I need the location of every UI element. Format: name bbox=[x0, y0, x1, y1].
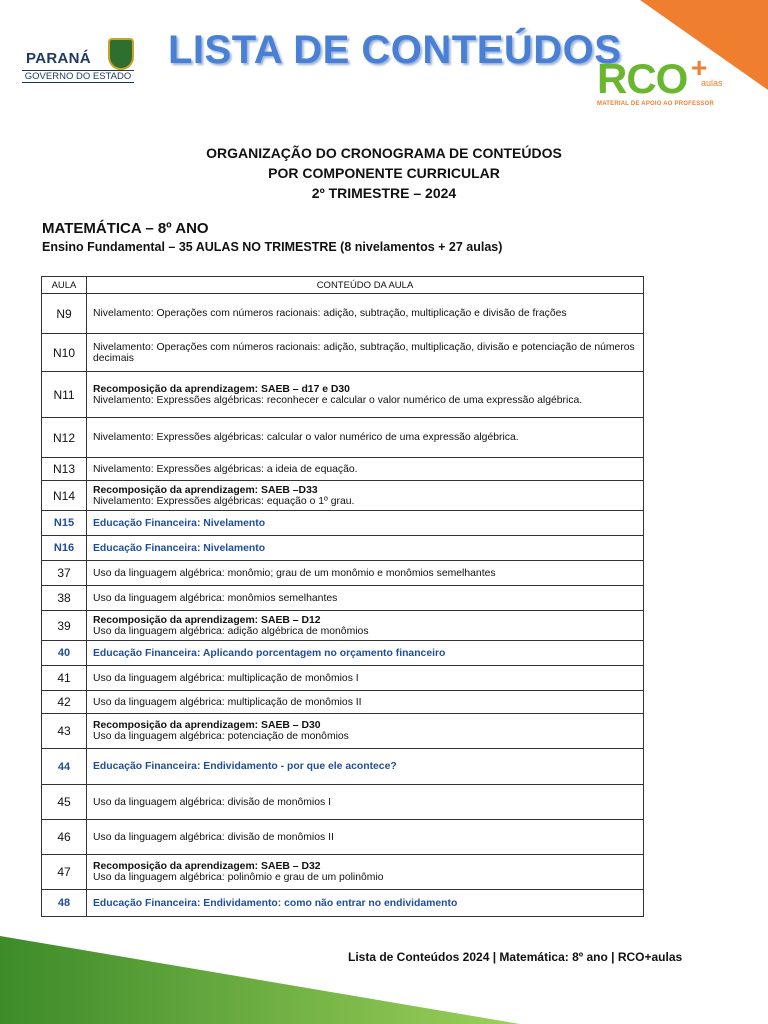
conteudo-text: Uso da linguagem algébrica: monômio; grau de um monômio e monômios semelhantes bbox=[93, 567, 496, 579]
conteudo-cell bbox=[87, 586, 644, 611]
conteudo-text: Uso da linguagem algébrica: divisão de monômios II bbox=[93, 831, 334, 843]
conteudo-cell bbox=[87, 714, 644, 749]
aula-cell: 44 bbox=[42, 749, 87, 785]
aula-cell: 45 bbox=[42, 785, 87, 820]
educacao-financeira-label: Educação Financeira: Nivelamento bbox=[93, 542, 266, 554]
aula-cell: N9 bbox=[42, 294, 87, 334]
table-row bbox=[42, 691, 644, 714]
conteudo-cell bbox=[87, 418, 644, 458]
table-row bbox=[42, 481, 644, 511]
table-row bbox=[42, 611, 644, 641]
conteudo-text: Uso da linguagem algébrica: adição algébrica de monômios bbox=[93, 625, 369, 637]
conteudo-text: Nivelamento: Expressões algébricas: equação o 1º grau. bbox=[93, 495, 355, 507]
aula-cell: 42 bbox=[42, 691, 87, 714]
educacao-financeira-label: Educação Financeira: Aplicando porcentagem no orçamento financeiro bbox=[93, 647, 446, 659]
subtitle-line-2: POR COMPONENTE CURRICULAR bbox=[268, 165, 500, 181]
table-row bbox=[42, 890, 644, 917]
conteudo-cell bbox=[87, 691, 644, 714]
table-header-row bbox=[42, 277, 644, 294]
recomposicao-label: Recomposição da aprendizagem: SAEB – D32 bbox=[93, 861, 321, 872]
table-row bbox=[42, 855, 644, 890]
aula-cell: 37 bbox=[42, 561, 87, 586]
table-row bbox=[42, 820, 644, 855]
table-row bbox=[42, 511, 644, 536]
table-row bbox=[42, 641, 644, 666]
aula-cell: 40 bbox=[42, 641, 87, 666]
aula-cell: 46 bbox=[42, 820, 87, 855]
aula-cell: N12 bbox=[42, 418, 87, 458]
conteudo-cell bbox=[87, 641, 644, 666]
table-row bbox=[42, 749, 644, 785]
table-row bbox=[42, 536, 644, 561]
conteudo-text: Uso da linguagem algébrica: polinômio e grau de um polinômio bbox=[93, 872, 384, 883]
conteudo-cell bbox=[87, 511, 644, 536]
aula-cell: N13 bbox=[42, 458, 87, 481]
column-header-aula: AULA bbox=[42, 277, 87, 294]
parana-seal-icon bbox=[108, 38, 134, 70]
conteudo-cell bbox=[87, 611, 644, 641]
rco-logo bbox=[597, 52, 723, 107]
conteudo-text: Uso da linguagem algébrica: divisão de monômios I bbox=[93, 796, 331, 808]
subject-heading: MATEMÁTICA – 8º ANO bbox=[42, 220, 209, 237]
aula-cell: 38 bbox=[42, 586, 87, 611]
parana-logo bbox=[22, 30, 136, 88]
governo-label: GOVERNO DO ESTADO bbox=[22, 70, 134, 83]
conteudo-cell bbox=[87, 334, 644, 372]
page-title: LISTA DE CONTEÚDOS bbox=[168, 28, 622, 72]
conteudo-cell bbox=[87, 666, 644, 691]
aula-cell: N15 bbox=[42, 511, 87, 536]
rco-aulas: aulas bbox=[701, 78, 723, 88]
aula-cell: N16 bbox=[42, 536, 87, 561]
rco-wordmark: RCO bbox=[597, 55, 688, 102]
parana-wordmark: PARANÁ bbox=[26, 50, 91, 67]
conteudo-cell bbox=[87, 372, 644, 418]
conteudo-cell bbox=[87, 294, 644, 334]
green-footer-decoration bbox=[0, 930, 520, 1024]
table-row bbox=[42, 561, 644, 586]
aula-cell: N10 bbox=[42, 334, 87, 372]
educacao-financeira-label: Educação Financeira: Nivelamento bbox=[93, 517, 266, 529]
conteudo-cell bbox=[87, 855, 644, 890]
recomposicao-label: Recomposição da aprendizagem: SAEB – D12 bbox=[93, 614, 321, 626]
column-header-conteudo: CONTEÚDO DA AULA bbox=[87, 277, 644, 294]
conteudo-cell bbox=[87, 561, 644, 586]
table-row bbox=[42, 458, 644, 481]
table-row bbox=[42, 666, 644, 691]
recomposicao-label: Recomposição da aprendizagem: SAEB – d17 e D30 bbox=[93, 383, 350, 395]
table-row bbox=[42, 334, 644, 372]
rco-plus: + bbox=[691, 52, 708, 83]
rco-tagline: MATERIAL DE APOIO AO PROFESSOR bbox=[597, 101, 715, 107]
aula-cell: 43 bbox=[42, 714, 87, 749]
conteudo-text: Uso da linguagem algébrica: multiplicação de monômios I bbox=[93, 672, 359, 684]
aula-cell: 41 bbox=[42, 666, 87, 691]
conteudo-text: Nivelamento: Expressões algébricas: reconhecer e calcular o valor numérico de uma expressão algébrica. bbox=[93, 394, 583, 406]
subtitle-line-3: 2º TRIMESTRE – 2024 bbox=[311, 185, 457, 201]
table-row bbox=[42, 294, 644, 334]
content-table bbox=[41, 276, 644, 917]
footer-text: Lista de Conteúdos 2024 | Matemática: 8º ano | RCO+aulas bbox=[348, 950, 683, 964]
conteudo-text: Uso da linguagem algébrica: multiplicação de monômios II bbox=[93, 696, 362, 708]
conteudo-text: Uso da linguagem algébrica: potenciação de monômios bbox=[93, 731, 349, 742]
subtitle-line-1: ORGANIZAÇÃO DO CRONOGRAMA DE CONTEÚDOS bbox=[206, 145, 562, 161]
educacao-financeira-label: Educação Financeira: Endividamento - por que ele acontece? bbox=[93, 761, 397, 772]
conteudo-cell bbox=[87, 820, 644, 855]
conteudo-text: Nivelamento: Operações com números racionais: adição, subtração, multiplicação, divisão e potenciação de números decimais bbox=[93, 341, 635, 364]
conteudo-text: Nivelamento: Operações com números racionais: adição, subtração, multiplicação e divisão de frações bbox=[93, 308, 567, 319]
table-row bbox=[42, 586, 644, 611]
conteudo-cell bbox=[87, 536, 644, 561]
aula-cell: 47 bbox=[42, 855, 87, 890]
conteudo-cell bbox=[87, 481, 644, 511]
table-row bbox=[42, 372, 644, 418]
aula-cell: N11 bbox=[42, 372, 87, 418]
aula-cell: 39 bbox=[42, 611, 87, 641]
recomposicao-label: Recomposição da aprendizagem: SAEB – D30 bbox=[93, 720, 321, 731]
recomposicao-label: Recomposição da aprendizagem: SAEB –D33 bbox=[93, 484, 318, 496]
conteudo-cell bbox=[87, 749, 644, 785]
aula-cell: N14 bbox=[42, 481, 87, 511]
conteudo-text: Nivelamento: Expressões algébricas: calcular o valor numérico de uma expressão algébrica. bbox=[93, 432, 519, 443]
table-row bbox=[42, 785, 644, 820]
conteudo-cell bbox=[87, 890, 644, 917]
conteudo-text: Uso da linguagem algébrica: monômios semelhantes bbox=[93, 592, 338, 604]
conteudo-cell bbox=[87, 458, 644, 481]
conteudo-cell bbox=[87, 785, 644, 820]
aula-cell: 48 bbox=[42, 890, 87, 917]
table-row bbox=[42, 714, 644, 749]
document-subtitle bbox=[0, 143, 768, 203]
conteudo-text: Nivelamento: Expressões algébricas: a ideia de equação. bbox=[93, 463, 358, 475]
table-row bbox=[42, 418, 644, 458]
ensino-description: Ensino Fundamental – 35 AULAS NO TRIMESTRE (8 nivelamentos + 27 aulas) bbox=[42, 240, 503, 254]
educacao-financeira-label: Educação Financeira: Endividamento: como não entrar no endividamento bbox=[93, 897, 458, 909]
